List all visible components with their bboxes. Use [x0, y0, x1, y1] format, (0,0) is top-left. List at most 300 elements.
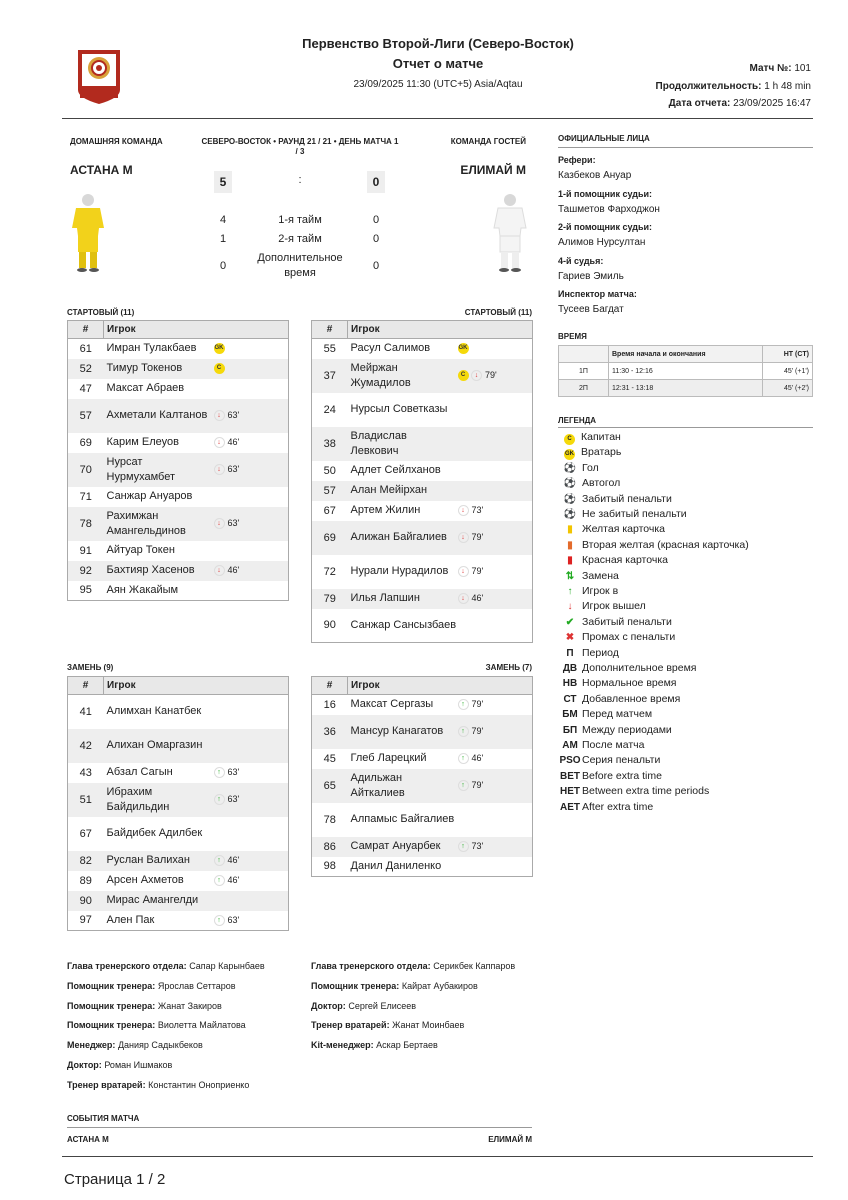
sub-minute: 73' — [471, 840, 484, 851]
legend-label: Перед матчем — [582, 708, 653, 721]
player-number: 98 — [323, 860, 336, 873]
player-row — [68, 561, 289, 581]
staff-role: Доктор: — [311, 1000, 346, 1011]
home-team-label: ДОМАШНЯЯ КОМАНДА — [70, 137, 163, 146]
player-events — [458, 427, 533, 461]
player-number: 50 — [323, 464, 336, 477]
col-player: Игрок — [104, 677, 289, 695]
player-number: 51 — [68, 783, 104, 817]
player-name: Ален Пак — [106, 913, 155, 926]
legend-item — [558, 446, 621, 460]
legend-item — [558, 662, 697, 676]
away-team-name: ЕЛИМАЙ М — [460, 163, 526, 177]
time-col-span: Время начала и окончания — [609, 346, 763, 363]
time-period: 2П — [559, 380, 609, 397]
player-name: Ахметали Калтанов — [104, 399, 214, 433]
legend-label: Промах с пенальти — [582, 631, 676, 644]
player-row — [312, 589, 533, 609]
substitution-icon: ⇅ — [565, 570, 575, 582]
away-team-label: КОМАНДА ГОСТЕЙ — [450, 137, 526, 146]
legend-label: После матча — [582, 739, 645, 751]
goalkeeper-icon: GK — [564, 449, 575, 460]
player-events — [214, 541, 289, 561]
official-role: Инспектор матча: — [558, 289, 637, 299]
legend-item — [558, 770, 662, 784]
player-events — [214, 399, 289, 433]
report-title: Первенство Второй-Лиги (Северо-Восток) — [302, 36, 574, 51]
player-name: Имран Тулакбаев — [106, 342, 197, 355]
sub-minute: 46' — [471, 592, 484, 603]
player-row — [68, 817, 289, 851]
legend-item — [558, 477, 620, 491]
player-name: Байдибек Адилбек — [106, 827, 203, 839]
player-events — [214, 763, 289, 783]
goal-icon: ⚽ — [563, 462, 577, 474]
yellow-card-icon: ▮ — [567, 524, 573, 536]
staff-member — [67, 1080, 249, 1090]
legend-item — [558, 739, 644, 753]
sub-minute: 79' — [471, 725, 484, 736]
legend-item — [558, 493, 672, 507]
player-name: Алпамыс Байгалиев — [350, 813, 455, 825]
player-in-icon: ↑ — [458, 841, 469, 852]
events-divider — [67, 1127, 532, 1128]
player-name: Владислав Левкович — [348, 427, 458, 461]
player-row — [312, 695, 533, 715]
away-kit-icon — [492, 192, 528, 277]
het-abbr: HET — [560, 786, 580, 798]
staff-name: Серикбек Каппаров — [433, 961, 516, 971]
legend-label: Добавленное время — [582, 692, 681, 705]
player-row — [68, 891, 289, 911]
legend-item — [558, 462, 599, 476]
time-title: ВРЕМЯ — [558, 332, 587, 341]
staff-role: Тренер вратарей: — [311, 1020, 390, 1031]
player-events — [458, 589, 533, 609]
player-name: Айтуар Токен — [106, 544, 175, 556]
legend-item — [558, 600, 646, 614]
player-name: Нурсыл Советказы — [350, 403, 448, 415]
penalty-check-icon: ✔ — [565, 616, 575, 628]
period-home-score: 1 — [219, 233, 227, 245]
player-number: 57 — [312, 481, 348, 501]
player-number: 24 — [323, 403, 336, 416]
period-home-score: 4 — [219, 214, 227, 226]
player-row — [312, 749, 533, 769]
away-subs-table — [311, 676, 533, 877]
legend-label: Капитан — [581, 431, 621, 443]
legend-label: Гол — [582, 461, 599, 474]
player-out-icon: ↓ — [458, 593, 469, 604]
player-out-icon: ↓ — [567, 601, 573, 613]
player-name: Карим Елеуов — [106, 436, 179, 448]
staff-member — [311, 961, 515, 971]
player-name: Абзал Сагын — [106, 766, 173, 778]
player-name: Алихан Омаргазин — [104, 729, 214, 763]
player-events — [458, 521, 533, 555]
player-row — [312, 461, 533, 481]
player-out-icon: ↓ — [458, 505, 469, 516]
staff-name: Роман Ишмаков — [104, 1060, 173, 1070]
legend-item — [558, 785, 709, 799]
period-away-score: 0 — [372, 233, 380, 245]
player-events — [214, 507, 289, 541]
match-number: Матч №: 101 — [749, 63, 811, 74]
player-number: 16 — [323, 698, 336, 711]
col-number: # — [68, 677, 104, 695]
staff-member — [67, 1020, 246, 1030]
player-name: Алимхан Канатбек — [106, 705, 202, 718]
player-row — [68, 359, 289, 379]
after-match-abbr: АМ — [562, 740, 578, 751]
captain-badge-icon: C — [458, 370, 469, 381]
sub-minute: 79' — [471, 565, 484, 576]
staff-member — [311, 981, 478, 991]
player-name: Тимур Токенов — [104, 359, 214, 379]
home-team-name: АСТАНА М — [70, 163, 133, 177]
player-events — [458, 695, 533, 715]
time-span: 12:31 - 13:18 — [609, 380, 763, 397]
player-in-icon: ↑ — [214, 794, 225, 805]
player-out-icon: ↓ — [214, 518, 225, 529]
legend-item — [558, 647, 619, 661]
staff-member — [311, 1020, 464, 1030]
player-number: 61 — [79, 342, 92, 355]
staff-role: Глава тренерского отдела: — [311, 961, 431, 971]
player-name: Адлет Сейлханов — [350, 464, 441, 476]
goalkeeper-badge-icon: GK — [214, 343, 225, 354]
official-name: Алимов Нурсултан — [558, 237, 646, 248]
sub-minute: 79' — [471, 779, 484, 790]
player-events — [214, 487, 289, 507]
staff-role: Kit-менеджер: — [311, 1040, 374, 1051]
player-out-icon: ↓ — [214, 410, 225, 421]
period-away-score: 0 — [372, 260, 380, 272]
player-name: Илья Лапшин — [348, 589, 458, 609]
sub-minute: 63' — [227, 914, 240, 925]
player-row — [312, 609, 533, 643]
penalty-scored-icon: ⚽ — [563, 493, 577, 505]
player-row — [312, 803, 533, 837]
player-row — [68, 507, 289, 541]
staff-member — [67, 1060, 172, 1070]
player-events — [214, 581, 289, 601]
player-row — [68, 763, 289, 783]
second-yellow-icon: ▮ — [567, 539, 573, 551]
period-label: Дополнительное время — [257, 252, 343, 279]
sub-minute: 46' — [227, 564, 240, 575]
period-label: 2-я тайм — [278, 233, 322, 245]
player-name: Мейржан Жумадилов — [348, 359, 458, 393]
player-row — [68, 339, 289, 359]
player-number: 91 — [79, 544, 92, 557]
staff-name: Виолетта Майлатова — [157, 1020, 246, 1031]
events-home-team: АСТАНА М — [67, 1135, 109, 1144]
legend-label: Замена — [582, 569, 619, 582]
player-events — [214, 433, 289, 453]
player-events — [214, 871, 289, 891]
player-events — [214, 359, 289, 379]
player-number: 69 — [79, 436, 92, 449]
staff-role: Менеджер: — [67, 1040, 116, 1051]
pso-abbr: PSO — [559, 755, 581, 767]
legend-label: Игрок вышел — [582, 600, 646, 613]
legend-item — [558, 508, 687, 522]
staff-member — [311, 1001, 416, 1011]
player-number: 69 — [312, 521, 348, 555]
between-periods-abbr: БП — [562, 724, 578, 736]
legend-label: Нормальное время — [582, 677, 677, 690]
player-number: 37 — [312, 359, 348, 393]
period-abbr: П — [566, 647, 574, 659]
staff-role: Доктор: — [67, 1060, 102, 1070]
official-role: 1-й помощник судьи: — [558, 188, 653, 199]
player-number: 95 — [79, 584, 92, 597]
player-row — [68, 541, 289, 561]
home-subs-label: ЗАМЕНЬ (9) — [67, 663, 114, 672]
official-name: Тусеев Багдат — [558, 304, 624, 315]
player-number: 82 — [68, 851, 104, 871]
officials-divider — [558, 147, 813, 148]
col-number: # — [68, 321, 104, 339]
away-score: 0 — [367, 171, 385, 193]
legend-item — [558, 539, 749, 553]
player-row — [68, 453, 289, 487]
player-events — [458, 715, 533, 749]
time-period: 1П — [559, 363, 609, 380]
player-number: 67 — [323, 504, 336, 517]
extra-time-abbr: ДВ — [562, 663, 578, 674]
events-title: СОБЫТИЯ МАТЧА — [67, 1114, 140, 1123]
player-out-icon: ↓ — [214, 464, 225, 475]
player-name: Аян Жакайым — [106, 583, 179, 596]
player-in-icon: ↑ — [214, 855, 225, 866]
player-name: Алан Мейірхан — [348, 481, 458, 501]
col-player: Игрок — [348, 677, 533, 695]
time-col-ht: HT (CT) — [763, 346, 813, 363]
added-time-abbr: СТ — [563, 693, 577, 705]
player-name: Нурсат Нурмухамбет — [104, 453, 214, 487]
legend-item — [558, 677, 676, 691]
player-number: 65 — [312, 769, 348, 803]
player-name: Адильжан Айткалиев — [348, 769, 458, 803]
player-name: Артем Жилин — [350, 504, 421, 516]
legend-item — [558, 724, 672, 738]
staff-role: Помощник тренера: — [311, 980, 400, 991]
away-starting-table — [311, 320, 533, 643]
player-row — [68, 399, 289, 433]
player-in-icon: ↑ — [458, 726, 469, 737]
player-number: 45 — [323, 752, 336, 765]
player-number: 90 — [323, 619, 336, 632]
player-row — [68, 433, 289, 453]
player-out-icon: ↓ — [214, 437, 225, 448]
captain-badge-icon: C — [214, 363, 225, 374]
official-name: Казбеков Ануар — [558, 170, 632, 181]
player-events — [214, 911, 289, 931]
player-row — [312, 393, 533, 427]
sub-minute: 46' — [227, 436, 240, 447]
player-in-icon: ↑ — [458, 699, 469, 710]
staff-name: Данияр Садыкбеков — [117, 1040, 203, 1051]
legend-label: Before extra time — [582, 769, 662, 782]
player-number: 70 — [68, 453, 104, 487]
player-name: Данил Даниленко — [350, 859, 442, 872]
player-row — [312, 715, 533, 749]
legend-item — [558, 616, 672, 630]
penalty-miss-cross-icon: ✖ — [565, 632, 575, 644]
player-number: 41 — [79, 705, 92, 718]
player-events — [214, 379, 289, 399]
player-events — [458, 803, 533, 837]
player-number: 36 — [312, 715, 348, 749]
legend-label: After extra time — [582, 800, 654, 813]
legend-item — [558, 570, 619, 584]
player-name: Максат Абраев — [106, 382, 185, 394]
player-in-icon: ↑ — [458, 780, 469, 791]
player-events — [458, 359, 533, 393]
staff-name: Кайрат Аубакиров — [401, 980, 478, 991]
legend-label: Дополнительное время — [582, 662, 697, 674]
player-row — [68, 851, 289, 871]
footer-divider — [62, 1156, 813, 1157]
legend-label: Не забитый пенальти — [582, 508, 687, 520]
period-away-score: 0 — [372, 214, 380, 226]
player-number: 43 — [79, 766, 92, 779]
player-number: 67 — [79, 827, 92, 840]
player-events — [214, 339, 289, 359]
player-events — [458, 461, 533, 481]
player-in-icon: ↑ — [214, 767, 225, 778]
player-row — [312, 501, 533, 521]
col-number: # — [312, 677, 348, 695]
staff-name: Ярослав Сеттаров — [157, 980, 236, 991]
player-name: Нурали Нурадилов — [350, 565, 449, 577]
before-match-abbr: БМ — [562, 709, 578, 721]
officials-title: ОФИЦИАЛЬНЫЕ ЛИЦА — [558, 134, 650, 143]
sub-minute: 79' — [471, 531, 484, 542]
sub-minute: 63' — [227, 766, 240, 777]
score-separator: : — [298, 174, 302, 186]
player-name: Глеб Ларецкий — [350, 752, 427, 764]
player-in-icon: ↑ — [567, 586, 573, 597]
player-name: Расул Салимов — [350, 342, 431, 355]
legend-label: Красная карточка — [582, 554, 668, 567]
player-row — [312, 359, 533, 393]
player-number: 57 — [68, 399, 104, 433]
page-number: Страница 1 / 2 — [64, 1171, 166, 1188]
col-player: Игрок — [348, 321, 533, 339]
away-subs-label: ЗАМЕНЬ (7) — [485, 663, 532, 672]
player-row — [312, 857, 533, 877]
col-number: # — [312, 321, 348, 339]
legend-item — [558, 693, 680, 707]
home-subs-table — [67, 676, 289, 931]
player-events — [214, 561, 289, 581]
player-row — [68, 871, 289, 891]
staff-name: Константин Оноприенко — [148, 1079, 250, 1090]
legend-item — [558, 631, 675, 645]
player-events — [458, 339, 533, 359]
goalkeeper-badge-icon: GK — [458, 343, 469, 354]
player-number: 86 — [312, 837, 348, 857]
own-goal-icon: ⚽ — [563, 478, 577, 490]
legend-label: Забитый пенальти — [582, 492, 672, 505]
player-events — [214, 783, 289, 817]
player-number: 52 — [68, 359, 104, 379]
legend-item — [558, 523, 665, 537]
staff-member — [67, 981, 236, 991]
staff-member — [67, 1001, 222, 1011]
match-datetime: 23/09/2025 11:30 (UTC+5) Asia/Aqtau — [353, 79, 523, 90]
sub-minute: 79' — [471, 699, 484, 710]
player-number: 42 — [68, 729, 104, 763]
player-name: Алижан Байгалиев — [348, 521, 458, 555]
player-number: 79 — [312, 589, 348, 609]
player-number: 47 — [79, 382, 92, 395]
player-row — [312, 769, 533, 803]
sub-minute: 63' — [227, 517, 240, 528]
legend-item — [558, 554, 668, 568]
time-ht: 45' (+1') — [763, 363, 813, 380]
normal-time-abbr: НВ — [562, 678, 578, 690]
player-name: Санжар Сансызбаев — [350, 618, 457, 631]
legend-item — [558, 431, 621, 445]
staff-name: Сапар Карынбаев — [189, 961, 265, 971]
time-span: 11:30 - 12:16 — [609, 363, 763, 380]
player-number: 55 — [323, 342, 336, 355]
player-name: Руслан Валихан — [104, 851, 214, 871]
player-row — [68, 695, 289, 729]
player-events — [458, 481, 533, 501]
player-row — [312, 481, 533, 501]
player-row — [68, 379, 289, 399]
bet-abbr: BET — [560, 770, 580, 782]
legend-label: Between extra time periods — [582, 785, 710, 798]
time-table — [558, 345, 813, 397]
player-row — [312, 837, 533, 857]
player-row — [312, 555, 533, 589]
penalty-missed-icon: ⚽ — [563, 509, 577, 520]
player-events — [214, 453, 289, 487]
staff-member — [67, 1040, 203, 1050]
player-in-icon: ↑ — [214, 915, 225, 926]
captain-icon: C — [564, 434, 575, 445]
player-events — [458, 501, 533, 521]
legend-item — [558, 801, 653, 815]
player-out-icon: ↓ — [458, 532, 469, 543]
player-number: 38 — [312, 427, 348, 461]
player-name: Самрат Ануарбек — [348, 837, 458, 857]
player-events — [458, 609, 533, 643]
staff-name: Жанат Закиров — [157, 1000, 222, 1011]
player-row — [312, 521, 533, 555]
player-name: Мирас Амангелди — [104, 891, 214, 911]
staff-member — [311, 1040, 438, 1050]
official-role: 2-й помощник судьи: — [558, 222, 653, 232]
home-kit-icon — [70, 192, 106, 277]
official-name: Гариев Эмиль — [558, 270, 624, 282]
staff-role: Глава тренерского отдела: — [67, 961, 187, 971]
official-name: Ташметов Фарходжон — [558, 203, 660, 215]
player-events — [214, 729, 289, 763]
player-row — [68, 783, 289, 817]
legend-label: Игрок в — [582, 585, 619, 597]
player-row — [68, 729, 289, 763]
report-subtitle: Отчет о матче — [392, 56, 484, 71]
official-role: Рефери: — [558, 155, 596, 165]
legend-label: Вратарь — [581, 446, 622, 459]
